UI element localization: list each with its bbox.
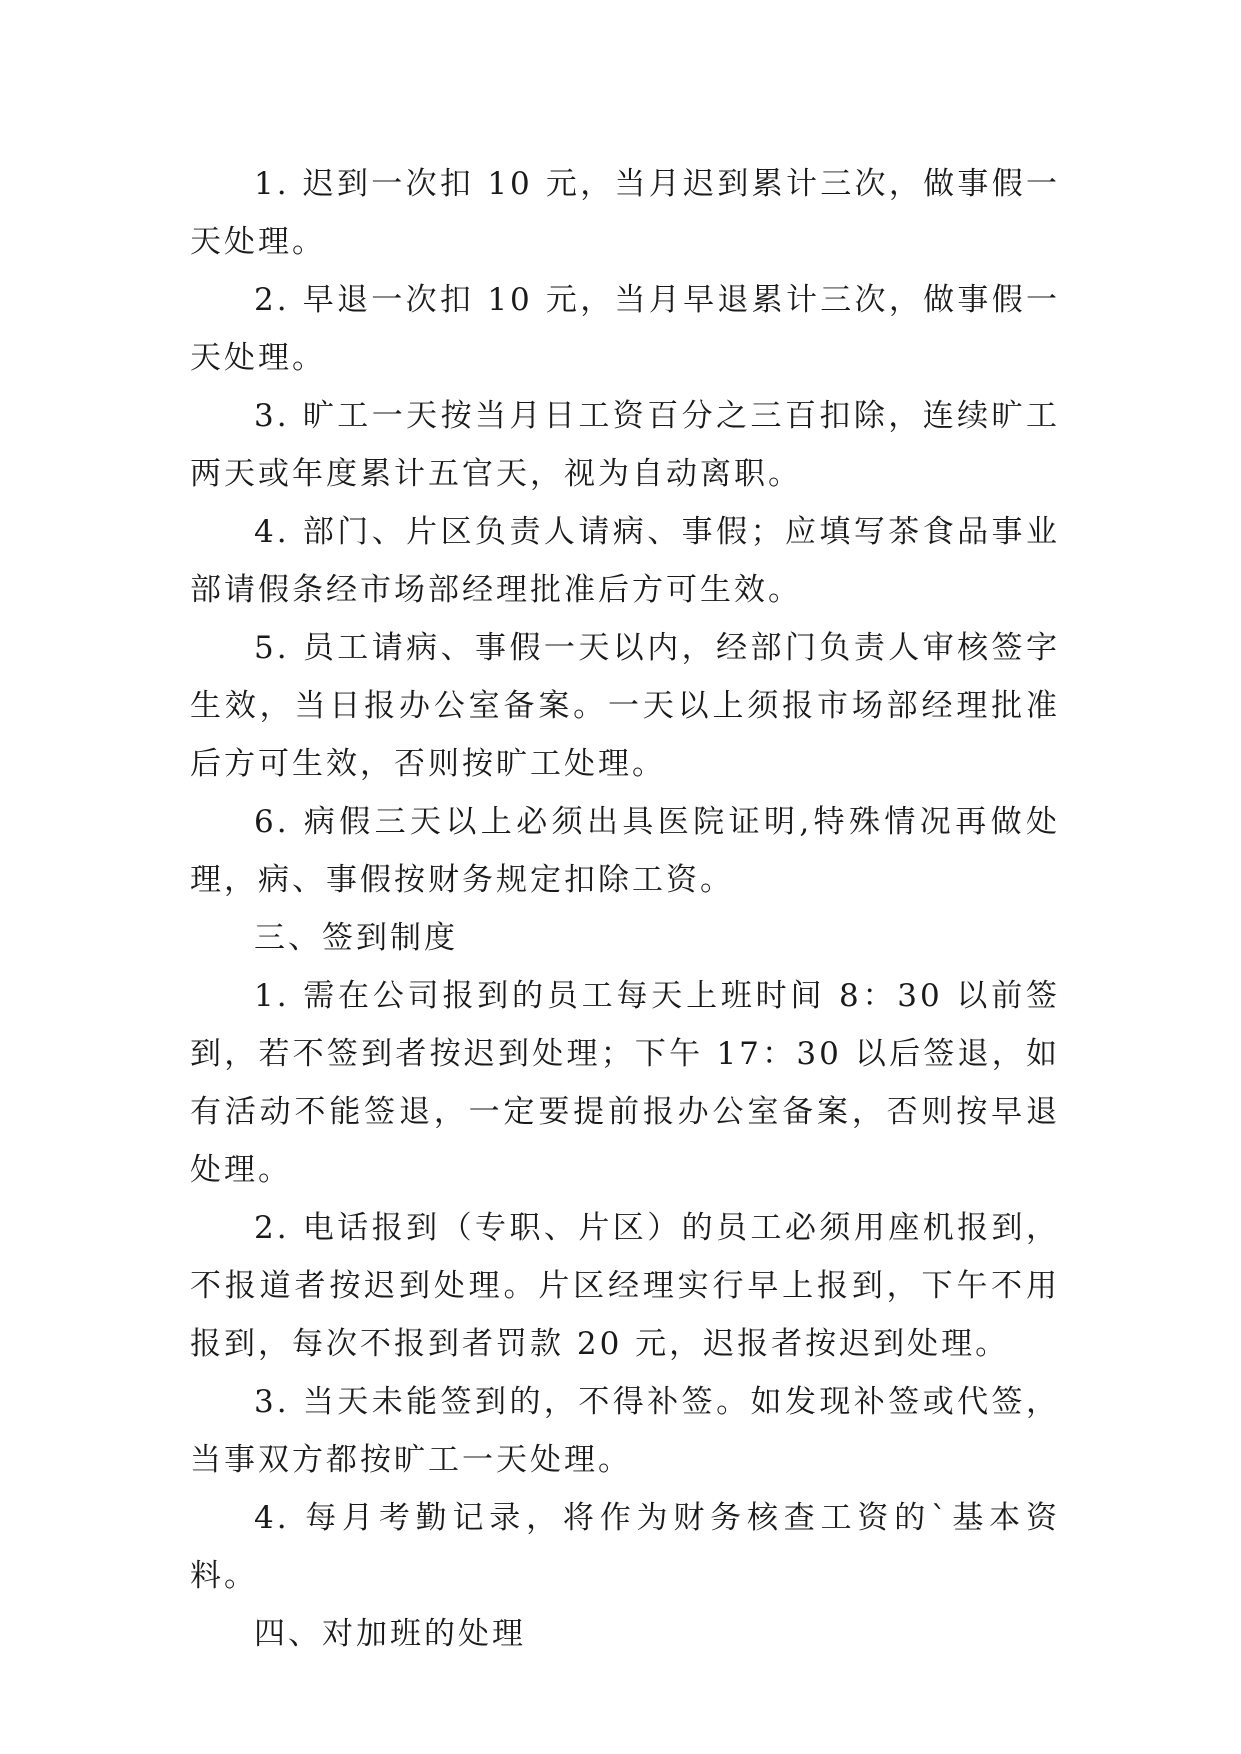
rule-phone-report: 2. 电话报到（专职、片区）的员工必须用座机报到，不报道者按迟到处理。片区经理实行早上报到，下午不用报到，每次不报到者罚款 20 元，迟报者按迟到处理。	[190, 1210, 1060, 1362]
rule-employee-leave: 5. 员工请病、事假一天以内，经部门负责人审核签字生效，当日报办公室备案。一天以上须报市场部经理批准后方可生效，否则按旷工处理。	[190, 630, 1060, 782]
rule-attendance-record: 4. 每月考勤记录，将作为财务核查工资的`基本资料。	[190, 1500, 1060, 1594]
rule-early-leave: 2. 早退一次扣 10 元，当月早退累计三次，做事假一天处理。	[190, 282, 1060, 376]
rule-manager-leave: 4. 部门、片区负责人请病、事假；应填写茶食品事业部请假条经市场部经理批准后方可生效。	[190, 514, 1060, 608]
document-body	[190, 155, 1060, 1663]
rule-late-arrival: 1. 迟到一次扣 10 元，当月迟到累计三次，做事假一天处理。	[190, 166, 1060, 260]
section-heading-sign-in: 三、签到制度	[254, 920, 458, 956]
rule-sick-leave: 6. 病假三天以上必须出具医院证明,特殊情况再做处理，病、事假按财务规定扣除工资。	[190, 804, 1060, 898]
rule-no-backfill: 3. 当天未能签到的，不得补签。如发现补签或代签，当事双方都按旷工一天处理。	[190, 1384, 1060, 1478]
section-heading-overtime: 四、对加班的处理	[254, 1616, 526, 1652]
rule-absenteeism: 3. 旷工一天按当月日工资百分之三百扣除，连续旷工两天或年度累计五官天，视为自动离职。	[190, 398, 1060, 492]
rule-sign-in-time: 1. 需在公司报到的员工每天上班时间 8：30 以前签到，若不签到者按迟到处理；下午 17：30 以后签退，如有活动不能签退，一定要提前报办公室备案，否则按早退处理。	[190, 978, 1060, 1188]
